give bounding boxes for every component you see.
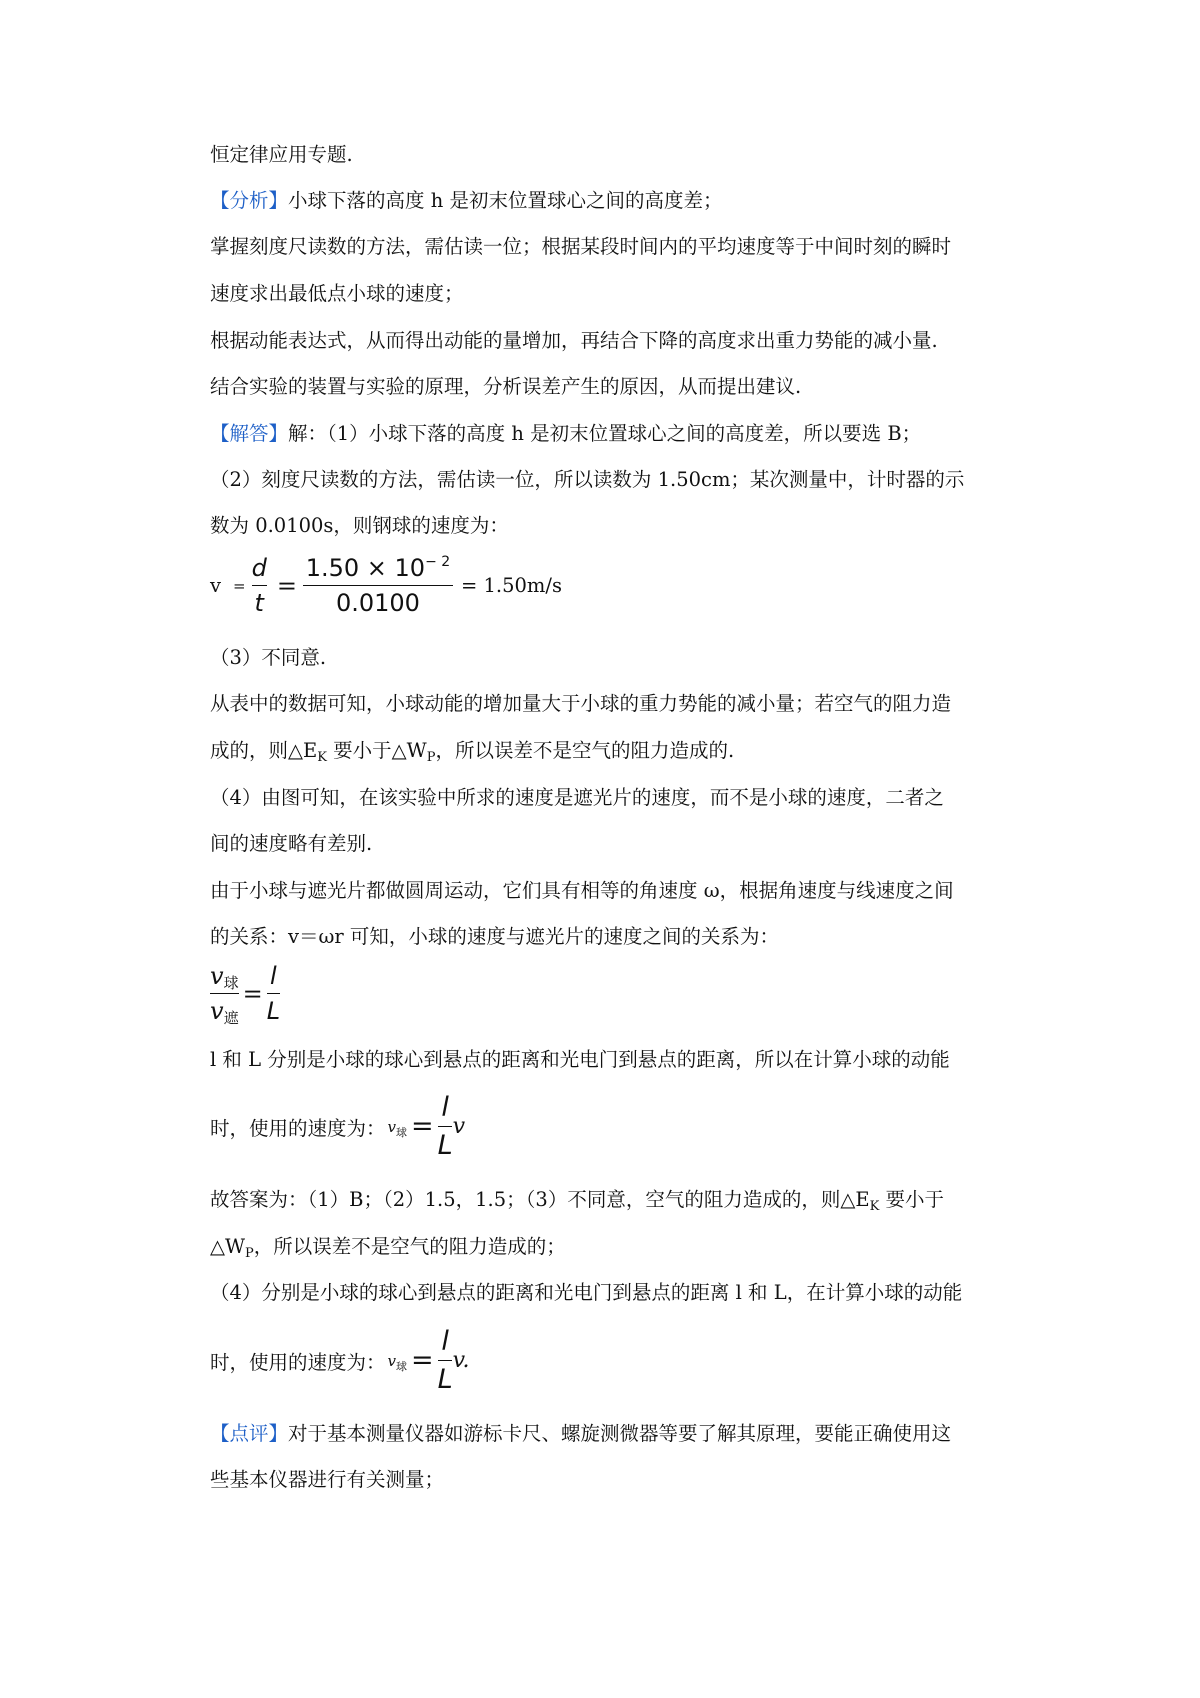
paragraph-line: 数为 0.0100s，则钢球的速度为： — [210, 514, 509, 537]
fraction-v-ratio: $\frac{v_球}{v_遮}$ — [210, 962, 239, 1027]
speed-equation-line: 时，使用的速度为： $v_球$ = $\frac{l}{L}$ v. — [210, 1326, 470, 1395]
paragraph-line: （4）由图可知，在该实验中所求的速度是遮光片的速度，而不是小球的速度，二者之 — [210, 786, 944, 809]
paragraph-line: （3）不同意. — [210, 646, 327, 669]
paragraph-line: 些基本仪器进行有关测量； — [210, 1468, 445, 1491]
solution-line: 【解答】解：（1）小球下落的高度 h 是初末位置球心之间的高度差，所以要选 B； — [210, 422, 922, 445]
paragraph-line: 间的速度略有差别. — [210, 832, 373, 855]
eq-result: = 1.50m/s — [460, 574, 562, 597]
paragraph-line: 的关系：v＝ωr 可知，小球的速度与遮光片的速度之间的关系为： — [210, 925, 779, 948]
paragraph-line: 根据动能表达式，从而得出动能的量增加，再结合下降的高度求出重力势能的减小量. — [210, 329, 938, 352]
fraction-l-over-L: $\frac{l}{L}$ — [437, 1326, 453, 1395]
paragraph-line: 速度求出最低点小球的速度； — [210, 282, 464, 305]
paragraph-line: 恒定律应用专题. — [210, 143, 353, 166]
fraction-l-over-L: $\frac{l}{L}$ — [266, 962, 281, 1025]
paragraph-line: $\triangle W_P$，所以误差不是空气的阻力造成的； — [210, 1235, 566, 1261]
fraction-value: $\frac{1.50 \times 10^{- 2}}{0.0100}$ — [303, 554, 453, 617]
paragraph-line: 由于小球与遮光片都做圆周运动，它们具有相等的角速度 ω，根据角速度与线速度之间 — [210, 879, 954, 902]
speed-equation-line: 时，使用的速度为： $v_球$ = $\frac{l}{L}$ v — [210, 1092, 466, 1161]
fraction-d-over-t: $\frac{d}{t}$ — [251, 554, 267, 617]
paragraph-line: 成的，则$\triangle E_K$ 要小于$\triangle W_P$，所以误差不是空气的阻力造成的. — [210, 739, 735, 765]
paragraph-line: 结合实验的装置与实验的原理，分析误差产生的原因，从而提出建议. — [210, 375, 802, 398]
solution-tag: 【解答】 — [210, 422, 289, 445]
paragraph-line: 从表中的数据可知，小球动能的增加量大于小球的重力势能的减小量；若空气的阻力造 — [210, 692, 952, 715]
comment-line: 【点评】对于基本测量仪器如游标卡尺、螺旋测微器等要了解其原理，要能正确使用这 — [210, 1422, 952, 1445]
eq-symbol: v — [210, 574, 222, 597]
comment-tag: 【点评】 — [210, 1422, 289, 1445]
fraction-l-over-L: $\frac{l}{L}$ — [437, 1092, 453, 1161]
paragraph-line: 掌握刻度尺读数的方法，需估读一位；根据某段时间内的平均速度等于中间时刻的瞬时 — [210, 235, 952, 258]
velocity-equation: v = $\frac{d}{t}$ = $\frac{1.50 \times 10^{- 2}}{0.0100}$ = 1.50m/s — [210, 554, 562, 617]
paragraph-line: l 和 L 分别是小球的球心到悬点的距离和光电门到悬点的距离，所以在计算小球的动能 — [210, 1048, 950, 1071]
paragraph-line: （2）刻度尺读数的方法，需估读一位，所以读数为 1.50cm；某次测量中，计时器的示 — [210, 468, 965, 491]
analysis-tag: 【分析】 — [210, 189, 289, 212]
ratio-equation: $\frac{v_球}{v_遮}$ = $\frac{l}{L}$ — [210, 962, 281, 1027]
paragraph-line: （4）分别是小球的球心到悬点的距离和光电门到悬点的距离 l 和 L，在计算小球的动能 — [210, 1281, 963, 1304]
answer-line: 故答案为：（1）B；（2）1.5，1.5；（3）不同意，空气的阻力造成的，则$\triangle E_K$ 要小于 — [210, 1188, 944, 1214]
analysis-line: 【分析】小球下落的高度 h 是初末位置球心之间的高度差； — [210, 189, 723, 212]
